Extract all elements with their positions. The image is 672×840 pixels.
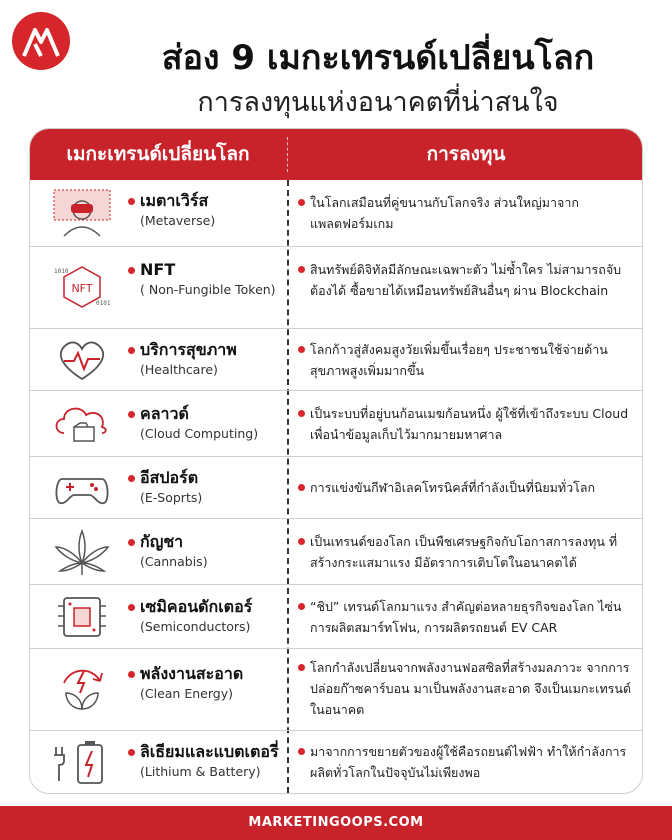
trend-name-en: (Cloud Computing) bbox=[140, 426, 259, 441]
trend-name-en: (Metaverse) bbox=[140, 213, 216, 228]
table-row bbox=[30, 328, 642, 390]
heart-pulse-icon bbox=[50, 335, 114, 385]
trend-name: คลาวด์ bbox=[128, 403, 288, 425]
svg-text:NFT: NFT bbox=[71, 282, 93, 295]
table-row bbox=[30, 390, 642, 456]
trend-name: ลิเธียมและแบตเตอรี่ bbox=[128, 741, 288, 763]
trend-description: โลกก้าวสู่สังคมสูงวัยเพิ่มขึ้นเรื่อยๆ ประชาชนใช้จ่ายด้านสุขภาพสูงเพิ่มมากขึ้น bbox=[292, 339, 632, 381]
table-row bbox=[30, 180, 642, 246]
header-megatrend: เมกะเทรนด์เปลี่ยนโลก bbox=[66, 143, 250, 165]
svg-text:1010: 1010 bbox=[54, 268, 69, 275]
trend-name: กัญชา bbox=[128, 531, 288, 553]
gamepad-icon bbox=[50, 463, 114, 513]
brand-logo bbox=[12, 12, 70, 70]
trend-description: มาจากการขยายตัวของผู้ใช้คือรถยนต์ไฟฟ้า ทำให้กำลังการผลิตทั่วโลกในปัจจุบันไม่เพียงพอ bbox=[292, 741, 632, 783]
footer-site-link[interactable]: MARKETINGOOPS.COM bbox=[0, 806, 672, 840]
trend-description: “ชิป” เทรนด์โลกมาแรง สำคัญต่อหลายธุรกิจของโลก ไซ่น การผลิตสมาร์ทโฟน, การผลิตรถยนต์ EV CAR bbox=[292, 596, 632, 638]
cloud-folder-icon bbox=[50, 399, 114, 449]
trend-name-en: (Cannabis) bbox=[140, 554, 208, 569]
table-row bbox=[30, 518, 642, 584]
page-subtitle: การลงทุนแห่งอนาคตที่น่าสนใจ bbox=[197, 87, 559, 118]
table-row bbox=[30, 584, 642, 648]
vr-headset-icon bbox=[50, 188, 114, 238]
trend-description: สินทรัพย์ดิจิทัลมีลักษณะเฉพาะตัว ไม่ซ้ำใคร ไม่สามารถจับต้องได้ ซื้อขายได้เหมือนทรัพย์สินอื่นๆ ผ่าน Blockchain bbox=[292, 259, 632, 301]
nft-icon bbox=[50, 261, 114, 311]
table-row bbox=[30, 730, 642, 794]
trend-name: บริการสุขภาพ bbox=[128, 339, 288, 361]
trend-name: NFT bbox=[128, 259, 288, 281]
trend-name-en: (Semiconductors) bbox=[140, 619, 251, 634]
cannabis-leaf-icon bbox=[50, 527, 114, 577]
trend-name: พลังงานสะอาด bbox=[128, 663, 288, 685]
trend-description: การแข่งขันกีฬาอิเลคโทรนิคส์ที่กำลังเป็นที่นิยมทั่วโลก bbox=[292, 477, 632, 498]
trend-name: อีสปอร์ต bbox=[128, 467, 288, 489]
trend-description: เป็นระบบที่อยู่บนก้อนเมฆก้อนหนึ่ง ผู้ใช้ที่เข้าถึงระบบ Cloud เพื่อนำข้อมูลเก็บไว้มากมายมหาศาล bbox=[292, 403, 632, 445]
trend-description: เป็นเทรนด์ของโลก เป็นพืชเศรษฐกิจกับโอกาสการลงทุน ที่สร้างกระแสมาแรง มีอัตราการเติบโตในอนาคตได้ bbox=[292, 531, 632, 573]
megatrend-table bbox=[29, 128, 643, 794]
battery-plug-icon bbox=[50, 737, 114, 787]
table-row bbox=[30, 456, 642, 518]
svg-text:0101: 0101 bbox=[96, 300, 111, 307]
trend-name-en: (Healthcare) bbox=[140, 362, 218, 377]
table-row bbox=[30, 246, 642, 328]
table-header bbox=[30, 129, 642, 180]
trend-name-en: (E-Soprts) bbox=[140, 490, 203, 505]
trend-name: เมตาเวิร์ส bbox=[128, 190, 288, 212]
trend-name-en: (Clean Energy) bbox=[140, 686, 233, 701]
trend-description: โลกกำลังเปลี่ยนจากพลังงานฟอสซิลที่สร้างมลภาวะ จากการปล่อยก๊าซคาร์บอน มาเป็นพลังงานสะอาด จึงเป็นเมกะเทรนด์ในอนาคต bbox=[292, 657, 632, 720]
trend-description: ในโลกเสมือนที่คู่ขนานกับโลกจริง ส่วนใหญ่มาจากแพลตฟอร์มเกม bbox=[292, 192, 632, 234]
clean-energy-icon bbox=[50, 663, 114, 713]
table-row bbox=[30, 648, 642, 730]
page-title: ส่อง 9 เมกะเทรนด์เปลี่ยนโลก bbox=[161, 38, 595, 78]
header-investment: การลงทุน bbox=[426, 143, 506, 165]
trend-name: เซมิคอนดักเตอร์ bbox=[128, 596, 288, 618]
chip-icon bbox=[50, 592, 114, 642]
trend-name-en: ( Non-Fungible Token) bbox=[140, 282, 276, 297]
trend-name-en: (Lithium & Battery) bbox=[140, 764, 261, 779]
